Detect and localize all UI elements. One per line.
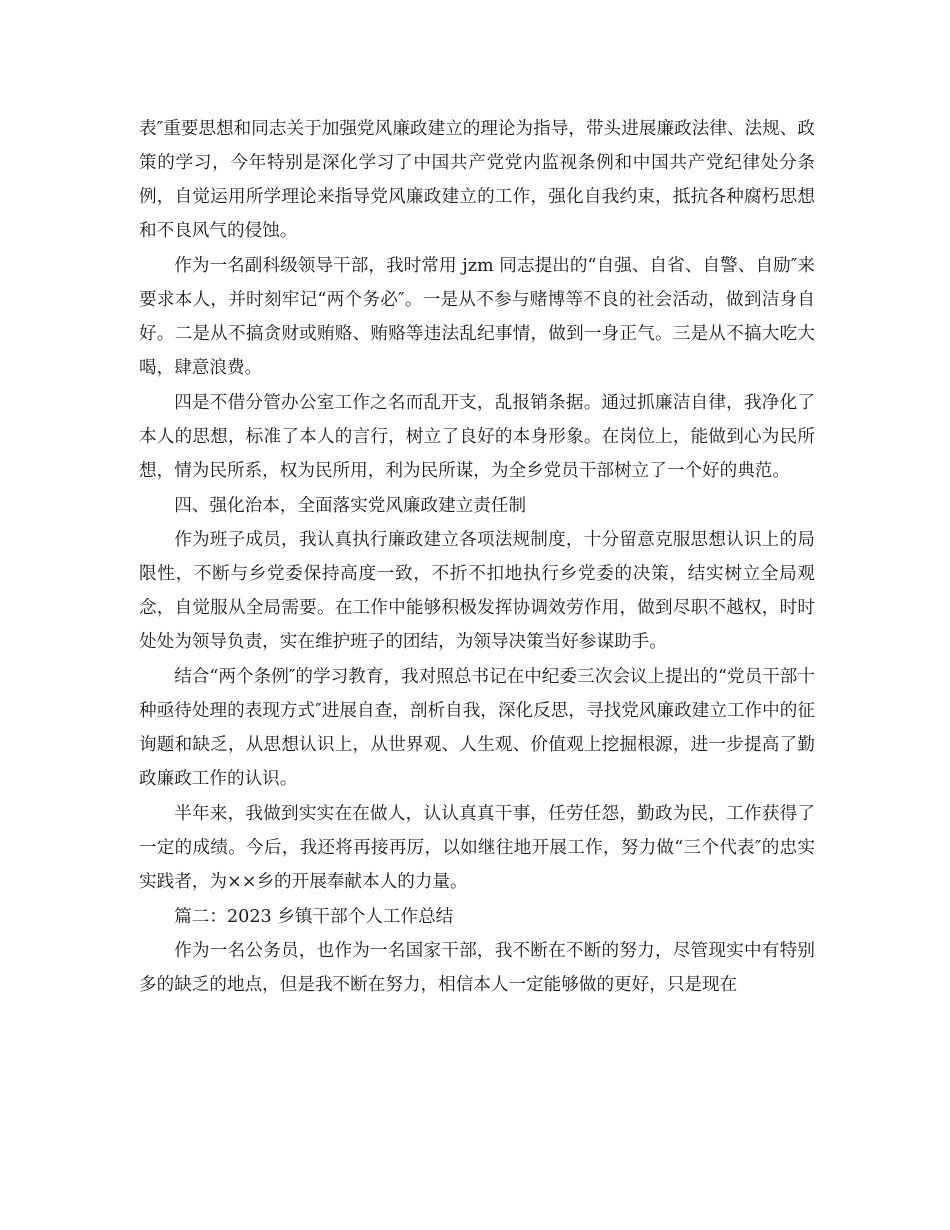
paragraph-expenses: 四是不借分管办公室工作之名而乱开支，乱报销条据。通过抓廉洁自律，我净化了本人的思想，标准了本人的言行，树立了良好的本身形象。在岗位上，能做到心为民所想，情为民所系，权为民所用，利为民所谋，为全乡党员干部树立了一个好的典范。 (139, 392, 815, 481)
paragraph-self-discipline: 作为一名副科级领导干部，我时常用 jzm 同志提出的“自强、自省、自警、自励″来要求本人，并时刻牢记“两个务必″。一是从不参与赌博等不良的社会活动，做到洁身自好。二是从不搞贪财或贿赂、贿赂等违法乱纪事情，做到一身正气。三是从不搞大吃大喝，肆意浪费。 (139, 255, 815, 379)
paragraph-two-regulations: 结合“两个条例″的学习教育，我对照总书记在中纪委三次会议上提出的“党员干部十种亟待处理的表现方式″进展自查，剖析自我，深化反思，寻找党风廉政建立工作中的征询题和缺乏，从思想认识上，从世界观、人生观、价值观上挖掘根源，进一步提高了勤政廉政工作的认识。 (139, 667, 815, 790)
paragraph-half-year: 半年来，我做到实实在在做人，认认真真干事，任劳任怨，勤政为民，工作获得了一定的成绩。今后，我还将再接再厉，以如继往地开展工作，努力做“三个代表″的忠实实践者，为××乡的开展奉献本人的力量。 (139, 803, 815, 893)
paragraph-team-member: 作为班子成员，我认真执行廉政建立各项法规制度，十分留意克服思想认识上的局限性，不断与乡党委保持高度一致，不折不扣地执行乡党委的决策，结实树立全局观念，自觉服从全局需要。在工作中能够积极发挥协调效劳作用，做到尽职不越权，时时处处为领导负责，实在维护班子的团结，为领导决策当好参谋助手。 (139, 530, 815, 653)
paragraph-continuation: 表″重要思想和同志关于加强党风廉政建立的理论为指导，带头进展廉政法律、法规、政策的学习，今年特别是深化学习了中国共产党党内监视条例和中国共产党纪律处分条例，自觉运用所学理论来指导党风廉政建立的工作，强化自我约束，抵抗各种腐朽思想和不良风气的侵蚀。 (139, 119, 815, 242)
article-two-title: 篇二：2023 乡镇干部个人工作总结 (174, 906, 454, 927)
section-heading-four: 四、强化治本，全面落实党风廉政建立责任制 (174, 495, 527, 516)
document-body (139, 112, 815, 1003)
paragraph-civil-servant: 作为一名公务员，也作为一名国家干部，我不断在不断的努力，尽管现实中有特别多的缺乏的地点，但是我不断在努力，相信本人一定能够做的更好，只是现在 (139, 941, 815, 996)
